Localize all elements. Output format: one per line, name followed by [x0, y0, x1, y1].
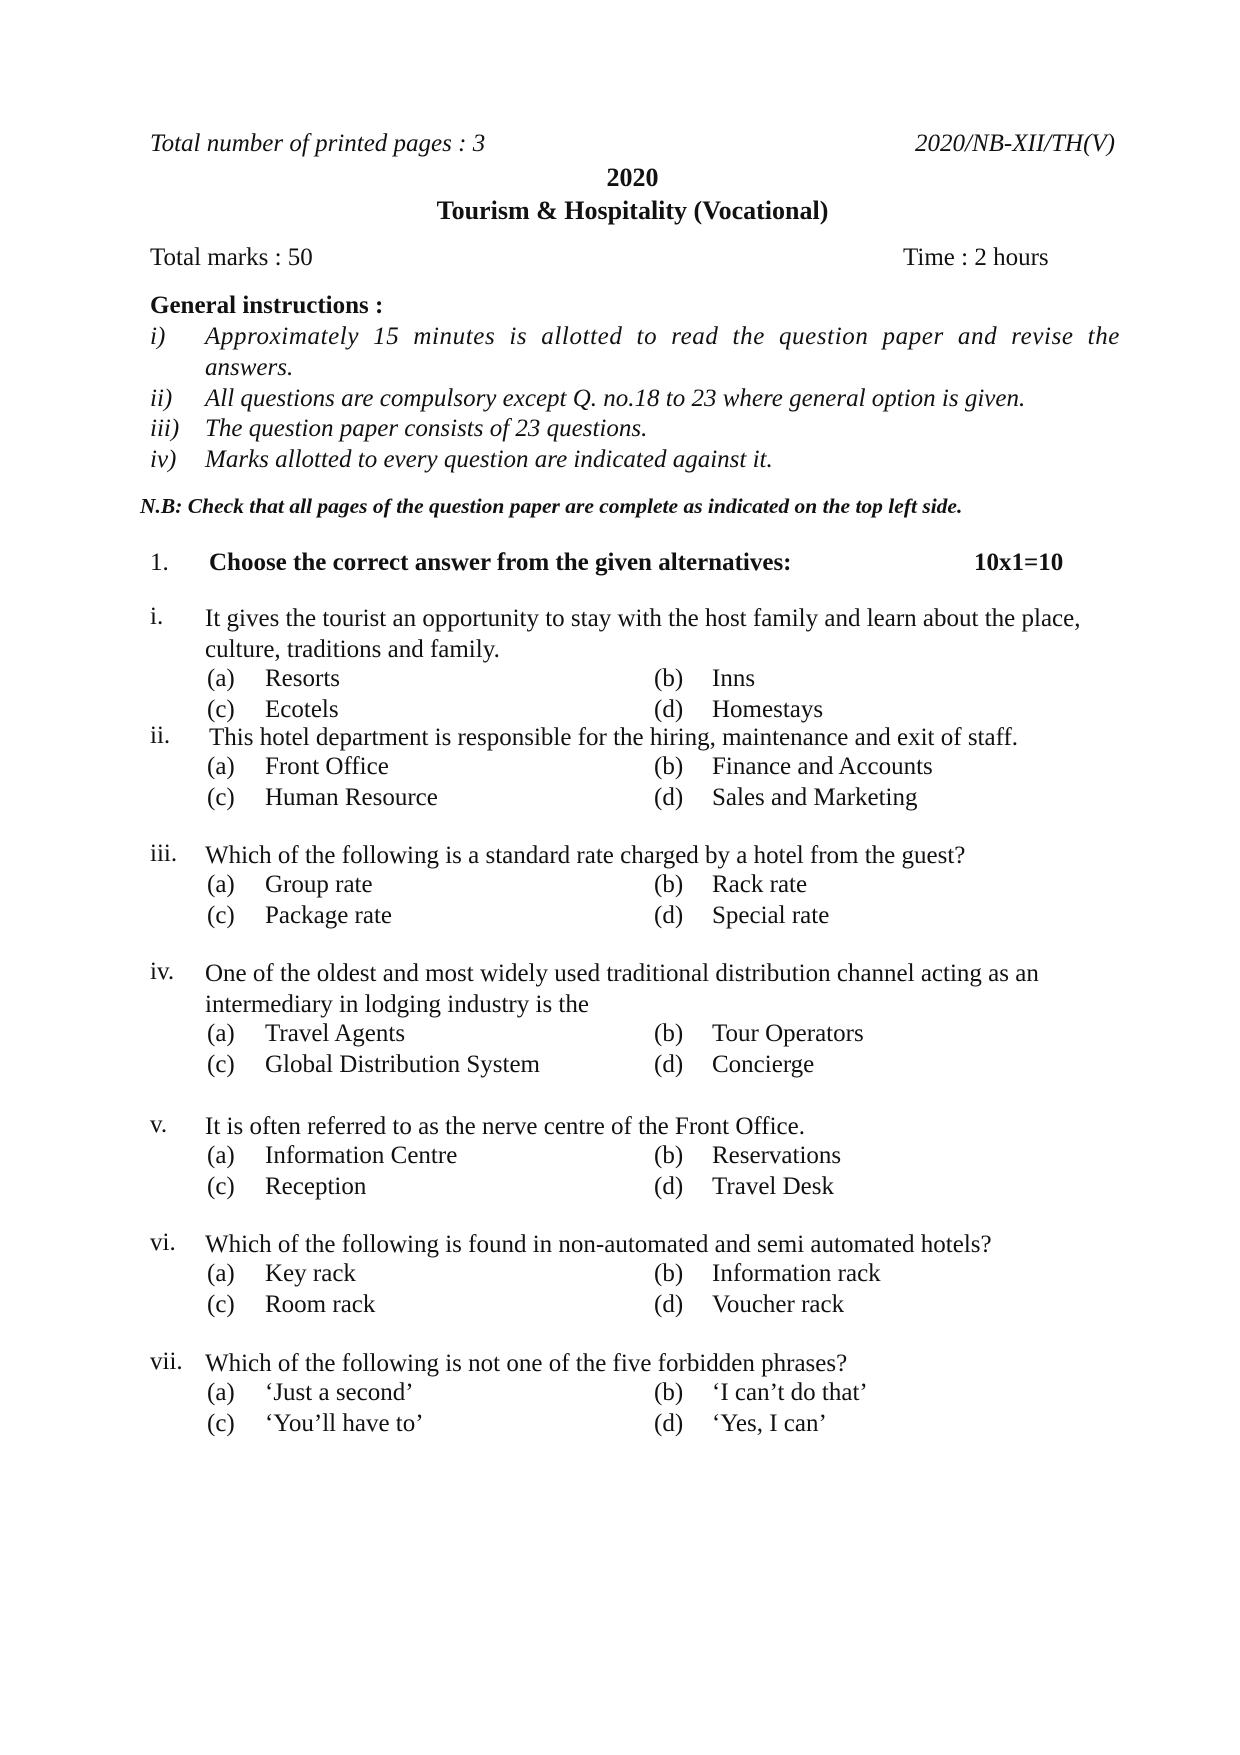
paper-code: 2020/NB-XII/TH(V) — [915, 130, 1115, 157]
option-label: (d) — [654, 1291, 684, 1318]
option-c — [207, 902, 392, 930]
option-text: Room rack — [265, 1291, 376, 1318]
option-text: ‘I can’t do that’ — [712, 1379, 868, 1406]
option-b — [654, 1260, 881, 1288]
option-label: (c) — [207, 1173, 235, 1200]
option-label: (d) — [654, 1410, 684, 1437]
option-c — [207, 1051, 540, 1079]
option-label: (d) — [654, 1051, 684, 1078]
option-text: Information Centre — [265, 1142, 458, 1169]
option-label: (b) — [654, 1379, 684, 1406]
option-label: (d) — [654, 784, 684, 811]
option-text: Key rack — [265, 1260, 356, 1287]
question-text: It is often referred to as the nerve centre of the Front Office. — [205, 1113, 805, 1140]
instructions-heading: General instructions : — [150, 292, 384, 319]
question-text: It gives the tourist an opportunity to stay with the host family and learn about the place, culture, traditions and family. — [205, 605, 1081, 663]
option-text: Reservations — [712, 1142, 842, 1169]
option-text: Rack rate — [712, 871, 808, 898]
option-text: Package rate — [265, 902, 393, 929]
instruction-text: All questions are compulsory except Q. no.18 to 23 where general option is given. — [205, 385, 1026, 412]
option-text: Special rate — [712, 902, 830, 929]
section-marks: 10x1=10 — [974, 549, 1064, 576]
section-title: Choose the correct answer from the given alternatives: — [209, 549, 792, 576]
instruction-num: i) — [150, 323, 166, 350]
question-number: iii. — [150, 840, 178, 867]
nb-note: N.B: Check that all pages of the question paper are complete as indicated on the top left side. — [140, 494, 963, 518]
exam-time: Time : 2 hours — [903, 244, 1049, 271]
option-d — [654, 1410, 827, 1438]
option-text: ‘Just a second’ — [265, 1379, 414, 1406]
option-a — [207, 753, 389, 781]
question-number: vii. — [150, 1348, 183, 1375]
instruction-num: ii) — [150, 385, 173, 412]
instruction-num: iv) — [150, 446, 177, 473]
option-b — [654, 753, 933, 781]
option-c — [207, 1291, 375, 1319]
option-text: Human Resource — [265, 784, 438, 811]
option-d — [654, 1173, 834, 1201]
option-text: Front Office — [265, 753, 389, 780]
question-number: i. — [150, 603, 164, 630]
option-text: Information rack — [712, 1260, 881, 1287]
option-c — [207, 784, 438, 812]
question-number: v. — [150, 1111, 168, 1138]
option-label: (d) — [654, 1173, 684, 1200]
option-text: Resorts — [265, 665, 340, 692]
option-text: Reception — [265, 1173, 367, 1200]
subject-title: Tourism & Hospitality (Vocational) — [436, 196, 829, 225]
option-label: (a) — [207, 1020, 235, 1047]
option-label: (b) — [654, 1260, 684, 1287]
option-d — [654, 1291, 844, 1319]
option-text: Sales and Marketing — [712, 784, 918, 811]
section-number: 1. — [150, 549, 169, 576]
instruction-num: iii) — [150, 415, 180, 442]
option-label: (d) — [654, 902, 684, 929]
option-b — [654, 1142, 841, 1170]
option-b — [654, 665, 755, 693]
option-a — [207, 1020, 405, 1048]
option-label: (a) — [207, 753, 235, 780]
option-label: (c) — [207, 784, 235, 811]
option-label: (c) — [207, 1410, 235, 1437]
option-label: (a) — [207, 1142, 235, 1169]
option-text: Ecotels — [265, 696, 339, 723]
question-number: vi. — [150, 1229, 176, 1256]
instruction-text-cont: answers. — [205, 354, 294, 381]
option-a — [207, 871, 373, 899]
option-a — [207, 1379, 414, 1407]
total-marks: Total marks : 50 — [150, 244, 313, 271]
option-text: ‘You’ll have to’ — [265, 1410, 424, 1437]
question-text: Which of the following is found in non-automated and semi automated hotels? — [205, 1231, 992, 1258]
option-a — [207, 665, 340, 693]
option-c — [207, 1410, 424, 1438]
option-label: (b) — [654, 1020, 684, 1047]
option-label: (b) — [654, 871, 684, 898]
option-text: Concierge — [712, 1051, 815, 1078]
option-label: (a) — [207, 1260, 235, 1287]
option-label: (c) — [207, 1051, 235, 1078]
instruction-text: The question paper consists of 23 questions. — [205, 415, 648, 442]
option-text: Travel Desk — [712, 1173, 834, 1200]
option-a — [207, 1260, 356, 1288]
option-a — [207, 1142, 457, 1170]
option-c — [207, 696, 339, 724]
option-label: (a) — [207, 665, 235, 692]
option-text: Voucher rack — [712, 1291, 845, 1318]
question-number: ii. — [150, 722, 171, 749]
exam-year: 2020 — [606, 163, 659, 192]
option-label: (c) — [207, 696, 235, 723]
option-c — [207, 1173, 366, 1201]
option-text: Finance and Accounts — [712, 753, 933, 780]
instruction-text: Approximately 15 minutes is allotted to read the question paper and revise the — [205, 323, 1120, 350]
option-d — [654, 1051, 814, 1079]
question-text: Which of the following is a standard rate charged by a hotel from the guest? — [205, 842, 966, 869]
option-label: (b) — [654, 665, 684, 692]
option-text: Tour Operators — [712, 1020, 864, 1047]
option-b — [654, 871, 807, 899]
option-label: (c) — [207, 902, 235, 929]
option-label: (b) — [654, 753, 684, 780]
option-b — [654, 1020, 864, 1048]
question-text: One of the oldest and most widely used traditional distribution channel acting as an intermediary in lodging industry is the — [205, 960, 1039, 1018]
option-d — [654, 696, 823, 724]
option-text: Global Distribution System — [265, 1051, 540, 1078]
option-label: (b) — [654, 1142, 684, 1169]
option-d — [654, 902, 829, 930]
option-label: (a) — [207, 871, 235, 898]
option-label: (d) — [654, 696, 684, 723]
option-text: Travel Agents — [265, 1020, 406, 1047]
question-text: This hotel department is responsible for the hiring, maintenance and exit of staff. — [209, 724, 1019, 751]
option-label: (a) — [207, 1379, 235, 1406]
option-text: Homestays — [712, 696, 824, 723]
printed-pages-note: Total number of printed pages : 3 — [150, 130, 486, 157]
option-text: Group rate — [265, 871, 373, 898]
question-text: Which of the following is not one of the five forbidden phrases? — [205, 1350, 848, 1377]
option-text: Inns — [712, 665, 756, 692]
option-b — [654, 1379, 868, 1407]
option-d — [654, 784, 918, 812]
question-number: iv. — [150, 958, 175, 985]
instruction-text: Marks allotted to every question are indicated against it. — [205, 446, 773, 473]
option-label: (c) — [207, 1291, 235, 1318]
option-text: ‘Yes, I can’ — [712, 1410, 827, 1437]
